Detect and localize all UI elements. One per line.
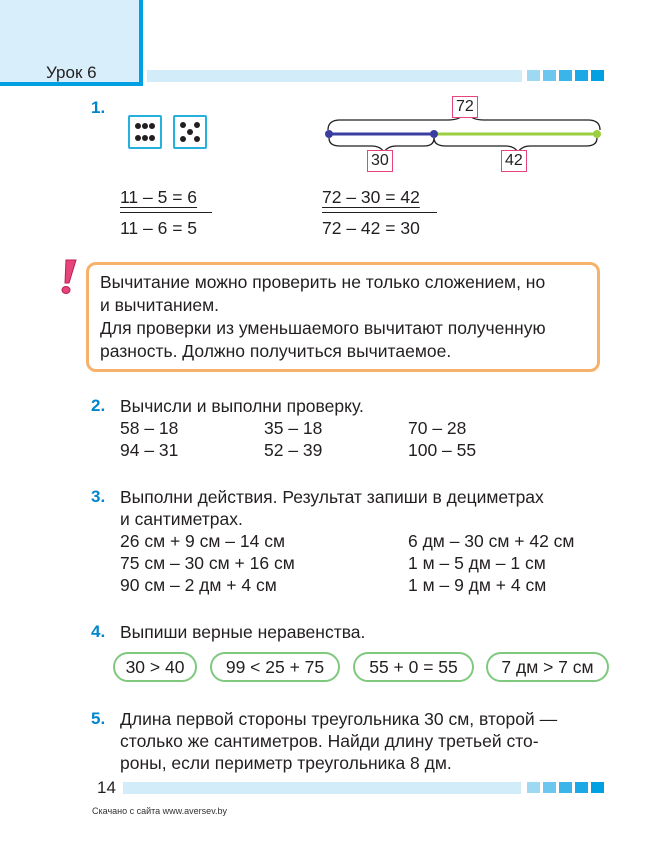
segment-total-label: 72 bbox=[452, 96, 478, 118]
equation-left-2: 11 – 6 = 5 bbox=[120, 218, 198, 238]
rule-text bbox=[100, 271, 595, 363]
fraction-line-left bbox=[120, 212, 212, 213]
equation-right-1: 72 – 30 = 42 bbox=[322, 187, 420, 207]
expression: 52 – 39 bbox=[264, 440, 323, 460]
expression: 70 – 28 bbox=[408, 418, 467, 438]
task-line: роны, если периметр треугольника 8 дм. bbox=[120, 753, 452, 773]
exercise-2-task: Вычисли и выполни проверку. bbox=[120, 396, 364, 416]
exercise-2-col3 bbox=[408, 417, 476, 461]
task-line: Длина первой стороны треугольника 30 см, второй — bbox=[120, 709, 558, 729]
inequality-option: 55 + 0 = 55 bbox=[353, 652, 474, 682]
footer-bar bbox=[123, 782, 521, 794]
expression: 100 – 55 bbox=[408, 440, 477, 460]
exercise-1-number: 1. bbox=[91, 98, 106, 117]
die-five bbox=[173, 115, 207, 149]
exercise-4-number: 4. bbox=[91, 622, 106, 641]
fraction-line-right bbox=[322, 212, 437, 213]
expression: 26 см + 9 см – 14 см bbox=[120, 531, 285, 551]
segment-left-label: 30 bbox=[367, 150, 393, 172]
exercise-3-number: 3. bbox=[91, 487, 106, 506]
inequality-option: 7 дм > 7 см bbox=[486, 652, 609, 682]
segment-end-point bbox=[593, 130, 601, 138]
rule-line: Для проверки из уменьшаемого вычитают полученную bbox=[100, 318, 546, 338]
exercise-5-text bbox=[120, 708, 557, 774]
die-six bbox=[128, 115, 162, 149]
expression: 94 – 31 bbox=[120, 440, 179, 460]
expression: 90 см – 2 дм + 4 см bbox=[120, 575, 277, 595]
expression: 58 – 18 bbox=[120, 418, 179, 438]
download-credit: Скачано с сайта www.aversev.by bbox=[92, 806, 228, 816]
exercise-4-task: Выпиши верные неравенства. bbox=[120, 622, 366, 642]
exercise-3-col1 bbox=[120, 530, 295, 596]
header-bar bbox=[147, 70, 522, 82]
task-line: и сантиметрах. bbox=[120, 509, 243, 529]
equation-left-1: 11 – 5 = 6 bbox=[120, 187, 198, 207]
exercise-5-number: 5. bbox=[91, 709, 106, 728]
rule-line: Вычитание можно проверить не только сложением, но bbox=[100, 272, 546, 292]
segment-mid-point bbox=[430, 130, 438, 138]
exercise-2-number: 2. bbox=[91, 396, 106, 415]
footer-squares bbox=[527, 782, 607, 794]
exercise-2-col2 bbox=[264, 417, 322, 461]
header-squares bbox=[527, 70, 607, 82]
lesson-title: Урок 6 bbox=[46, 63, 97, 82]
rule-line: и вычитанием. bbox=[100, 295, 220, 315]
exercise-3-col2 bbox=[408, 530, 574, 596]
segment-right-label: 42 bbox=[501, 150, 527, 172]
segment-start-point bbox=[325, 130, 333, 138]
page-number: 14 bbox=[97, 778, 116, 797]
inequality-option: 99 < 25 + 75 bbox=[210, 652, 340, 682]
exercise-2-col1 bbox=[120, 417, 178, 461]
rule-line: разность. Должно получиться вычитаемое. bbox=[100, 341, 452, 361]
expression: 35 – 18 bbox=[264, 418, 323, 438]
equation-right-2: 72 – 42 = 30 bbox=[322, 218, 420, 238]
inequality-option: 30 > 40 bbox=[113, 652, 197, 682]
expression: 75 см – 30 см + 16 см bbox=[120, 553, 295, 573]
expression: 1 м – 5 дм – 1 см bbox=[408, 553, 546, 573]
expression: 1 м – 9 дм + 4 см bbox=[408, 575, 547, 595]
expression: 6 дм – 30 см + 42 см bbox=[408, 531, 575, 551]
task-line: Выполни действия. Результат запиши в дециметрах bbox=[120, 487, 544, 507]
exclamation-icon bbox=[56, 258, 80, 296]
exercise-3-task bbox=[120, 486, 544, 530]
task-line: столько же сантиметров. Найди длину третьей сто- bbox=[120, 731, 539, 751]
